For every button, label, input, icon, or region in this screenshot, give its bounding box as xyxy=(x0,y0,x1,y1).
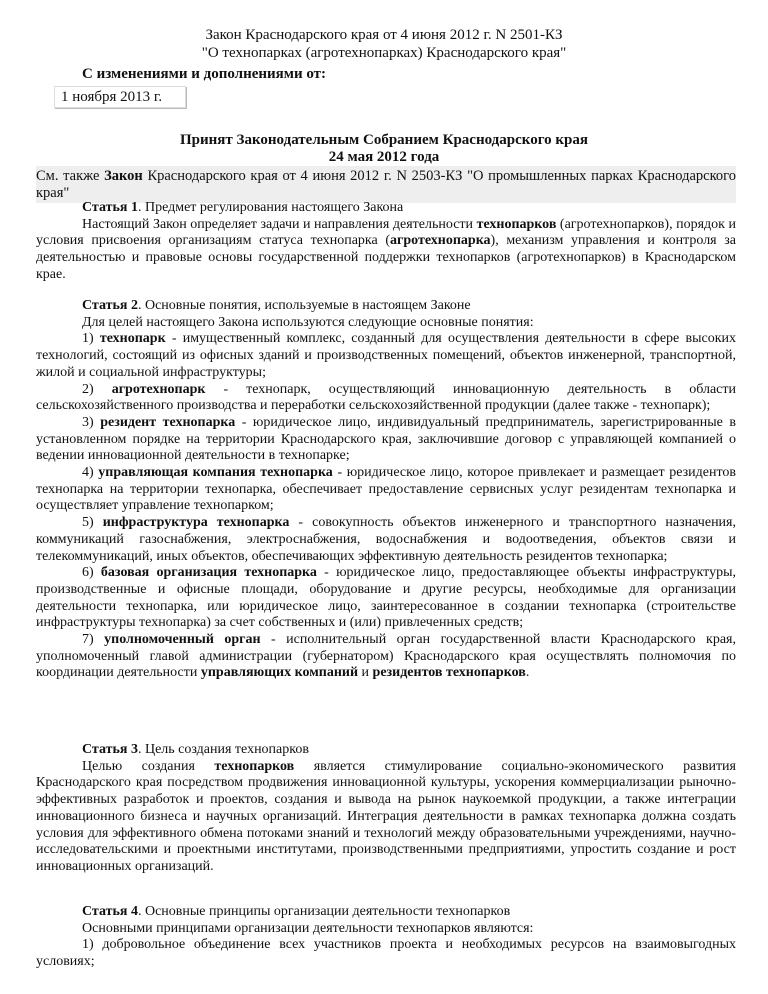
definition-text: - юридическое лицо, предоставляющее объекты инфраструктуры, производственные и офисные площади, оборудование и другие ресурсы, необходимые для организации деятельности технопарка, или юридическое лицо, заинтересованное в создании технопарка (строительстве инфраструктуры технопарка) за счет собственных и (или) привлеченных средств; xyxy=(36,565,736,631)
definition-term: технопарк xyxy=(99,331,166,347)
article-3 xyxy=(36,742,736,876)
definition-text: - юридическое лицо, индивидуальный предприниматель, зарегистрированные в установленном порядке на территории Краснодарского края, заключившие договор с управляющей компанией о ведении инновационной деятельности в технопарке; xyxy=(36,414,736,464)
article-3-label: Статья 3 xyxy=(82,742,138,757)
article-2-definitions xyxy=(36,331,736,632)
definition-number: 2) xyxy=(82,381,112,397)
definition-item-6 xyxy=(36,565,736,632)
article-1-title: . Предмет регулирования настоящего Закона xyxy=(137,200,404,215)
definition-number: 1) xyxy=(82,331,100,347)
article-2-heading xyxy=(36,298,736,315)
title-line-2: "О технопарках (агротехнопарках) Краснодарского края" xyxy=(201,45,567,61)
definition-item-1 xyxy=(36,331,736,381)
adoption-line-1: Принят Законодательным Собранием Краснодарского края xyxy=(180,132,588,148)
definition-term: управляющая компания технопарка xyxy=(98,465,333,481)
definition-text: - имущественный комплекс, созданный для осуществления деятельности в сфере высоких технологий, состоящий из офисных зданий и производственных помещений, объектов инженерной, транспортной, жилой и социальной инфраструктуры; xyxy=(36,331,736,380)
definition-term: агротехнопарк xyxy=(111,381,206,397)
definition-number: 3) xyxy=(82,414,101,430)
article-3-title: . Цель создания технопарков xyxy=(137,742,309,757)
definition-number: 5) xyxy=(82,515,103,531)
article-1-heading xyxy=(36,200,736,217)
definition-term: базовая организация технопарка xyxy=(100,565,317,581)
definition-item-5 xyxy=(36,515,736,565)
see-also-law-link[interactable]: Закон xyxy=(104,168,143,184)
article-4-item-1: 1) добровольное объединение всех участников проекта и необходимых ресурсов на взаимовыгодных условиях; xyxy=(36,937,736,970)
article-2 xyxy=(36,298,736,682)
definition-text: - совокупность объектов инженерного и транспортного назначения, коммуникаций газоснабжения, электроснабжения, водоснабжения и водоотведения, объектов связи и телекоммуникаций, иных объектов, обеспечивающих эффективную деятельность резидентов технопарка; xyxy=(36,515,736,564)
definition-text: - юридическое лицо, которое привлекает и размещает резидентов технопарка на территории технопарка, обеспечивает предоставление сервисных услуг резидентам технопарка и осуществляет управление технопарком; xyxy=(36,465,736,514)
definition-term: инфраструктура технопарка xyxy=(102,515,290,531)
title-line-1: Закон Краснодарского края от 4 июня 2012 г. N 2501-КЗ xyxy=(205,27,563,43)
article-3-paragraph: Целью создания технопарков является стимулирование социально-экономического развития Краснодарского края посредством продвижения инновационной культуры, ускорения коммерциализации рыночно-эффективных разработок и проектов, создания и вывода на рынок наукоемкой продукции, а также интеграции инновационного бизнеса и научных организаций. Интеграция деятельности в рамках технопарка должна создать условия для эффективного обмена потоками знаний и технологий между образовательными учреждениями, научно-исследовательскими и проектными институтами, производственными предприятиями, упростить создание и рост инновационных организаций. xyxy=(36,758,736,874)
definition-item-2 xyxy=(36,382,736,415)
article-4-title: . Основные принципы организации деятельности технопарков xyxy=(137,904,511,919)
article-4-heading xyxy=(36,904,736,921)
article-4-intro: Основными принципами организации деятельности технопарков являются: xyxy=(82,920,534,936)
definition-term: резидент технопарка xyxy=(100,414,236,430)
definition-item-3 xyxy=(36,415,736,465)
adoption-note xyxy=(0,132,768,166)
adoption-line-2: 24 мая 2012 года xyxy=(328,149,440,165)
article-3-heading xyxy=(36,742,736,759)
definition-item-4 xyxy=(36,465,736,515)
amendments-heading: С изменениями и дополнениями от: xyxy=(82,66,327,82)
amendment-date-link[interactable]: 1 ноября 2013 г. xyxy=(54,86,186,108)
article-2-title: . Основные понятия, используемые в настоящем Законе xyxy=(137,298,471,313)
definition-text: - технопарк, осуществляющий инновационную деятельность в области сельскохозяйственного производства и переработки сельскохозяйственной продукции (далее также - технопарк); xyxy=(36,381,736,414)
article-1 xyxy=(36,200,736,284)
article-4-label: Статья 4 xyxy=(82,904,138,919)
see-also-note xyxy=(36,166,736,203)
definition-number: 4) xyxy=(82,465,99,481)
article-1-label: Статья 1 xyxy=(82,200,138,215)
definition-item-7: 7) уполномоченный орган - исполнительный орган государственной власти Краснодарского края, уполномоченный главой администрации (губернатором) Краснодарского края осуществлять полномочия по координации деятельности управляющих компаний и резидентов технопарков. xyxy=(36,632,736,681)
definition-number: 6) xyxy=(82,565,101,581)
article-2-intro: Для целей настоящего Закона используются следующие основные понятия: xyxy=(82,314,534,330)
article-4 xyxy=(36,904,736,971)
document-title xyxy=(0,26,768,62)
article-1-paragraph: Настоящий Закон определяет задачи и направления деятельности технопарков (агротехнопарков), порядок и условия присвоения организациям статуса технопарка (агротехнопарка), механизм управления и контроля за деятельностью и правовые основы государственной поддержки технопарков (агротехнопарков) в Краснодарском крае. xyxy=(36,216,736,282)
see-also-prefix: См. также xyxy=(36,168,105,184)
article-2-label: Статья 2 xyxy=(82,298,138,313)
see-also-text: Краснодарского края от 4 июня 2012 г. N 2503-КЗ "О промышленных парках Краснодарского края" xyxy=(36,168,736,201)
